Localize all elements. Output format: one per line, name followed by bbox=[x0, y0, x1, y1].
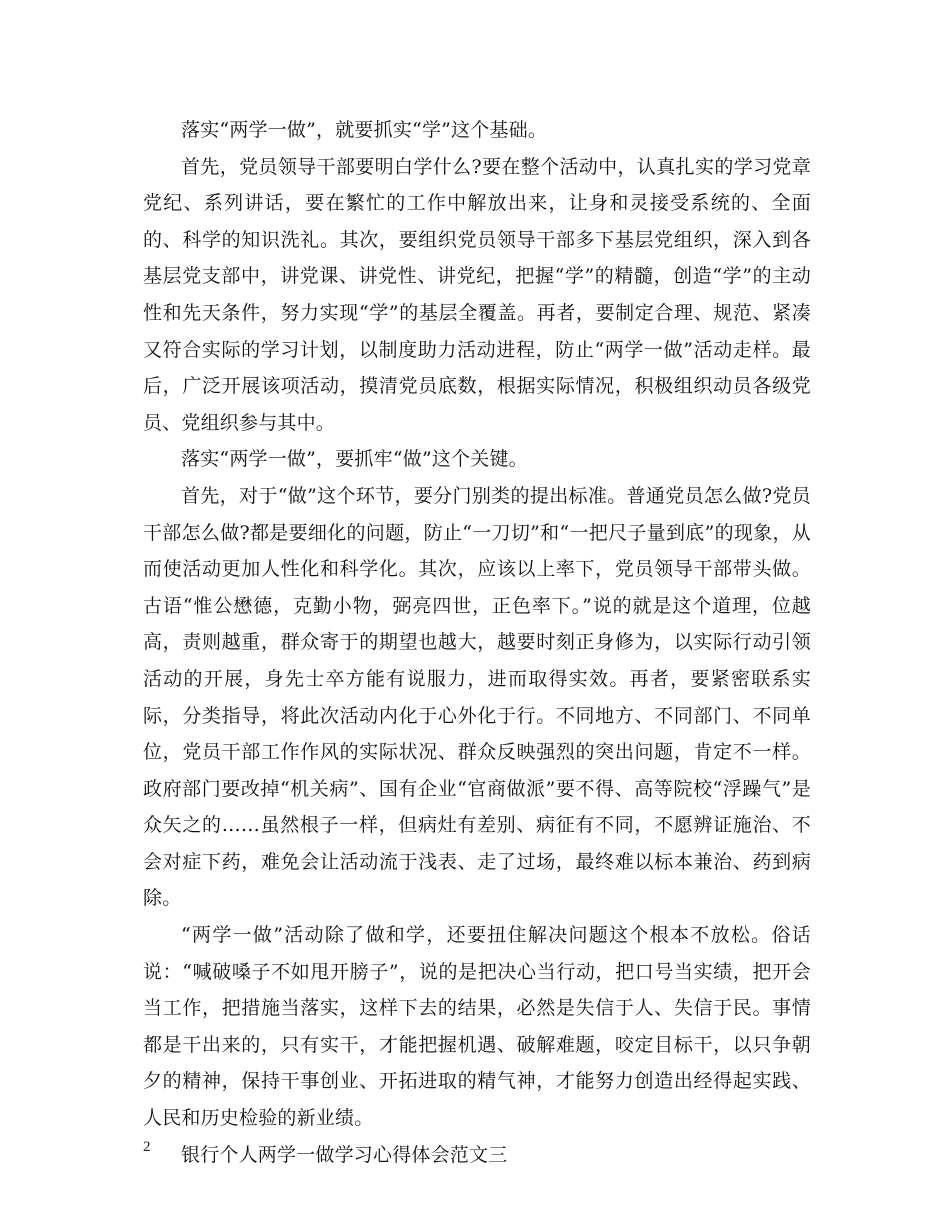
paragraph-do-details: 首先，对于“做”这个环节，要分门别类的提出标准。普通党员怎么做?党员干部怎么做?都是要细化的问题，防止“一刀切”和“一把尺子量到底”的现象，从而使活动更加人性化和科学化。其次，应该以上率下，党员领导干部带头做。古语“惟公懋德，克勤小物，弼亮四世，正色率下。”说的就是这个道理，位越高，责则越重，群众寄于的期望也越大，越要时刻正身修为，以实际行动引领活动的开展，身先士卒方能有说服力，进而取得实效。再者，要紧密联系实际，分类指导，将此次活动内化于心外化于行。不同地方、不同部门、不同单位，党员干部工作作风的实际状况、群众反映强烈的突出问题，肯定不一样。政府部门要改掉“机关病”、国有企业“官商做派”要不得、高等院校“浮躁气”是众矢之的……虽然根子一样，但病灶有差别、病征有不同，不愿辨证施治、不会对症下药，难免会让活动流于浅表、走了过场，最终难以标本兼治、药到病除。 bbox=[143, 484, 811, 910]
paragraph-study-foundation: 落实“两学一做”，就要抓实“学”这个基础。 bbox=[181, 119, 548, 141]
paragraph-do-key: 落实“两学一做”，要抓牢“做”这个关键。 bbox=[181, 448, 528, 471]
section-heading-sample-three: 银行个人两学一做学习心得体会范文三 bbox=[181, 1143, 508, 1166]
paragraph-solve-problems: “两学一做”活动除了做和学，还要扭住解决问题这个根本不放松。俗话说：“喊破嗓子不如甩开膀子”，说的是把决心当行动，把口号当实绩，把开会当工作，把措施当落实，这样下去的结果，必然是失信于人、失信于民。事情都是干出来的，只有实干，才能把握机遇、破解难题，咬定目标干，以只争朝夕的精神，保持干事创业、开拓进取的精气神，才能努力创造出经得起实践、人民和历史检验的新业绩。 bbox=[143, 924, 811, 1130]
paragraph-study-details: 首先，党员领导干部要明白学什么?要在整个活动中，认真扎实的学习党章党纪、系列讲话，要在繁忙的工作中解放出来，让身和灵接受系统的、全面的、科学的知识洗礼。其次，要组织党员领导干部多下基层党组织，深入到各基层党支部中，讲党课、讲党性、讲党纪，把握“学”的精髓，创造“学”的主动性和先天条件，努力实现“学”的基层全覆盖。再者，要制定合理、规范、紧凑又符合实际的学习计划，以制度助力活动进程，防止“两学一做”活动走样。最后，广泛开展该项活动，摸清党员底数，根据实际情况，积极组织动员各级党员、党组织参与其中。 bbox=[143, 155, 811, 434]
document-body bbox=[143, 112, 811, 1173]
page-number: 2 bbox=[143, 1139, 151, 1155]
